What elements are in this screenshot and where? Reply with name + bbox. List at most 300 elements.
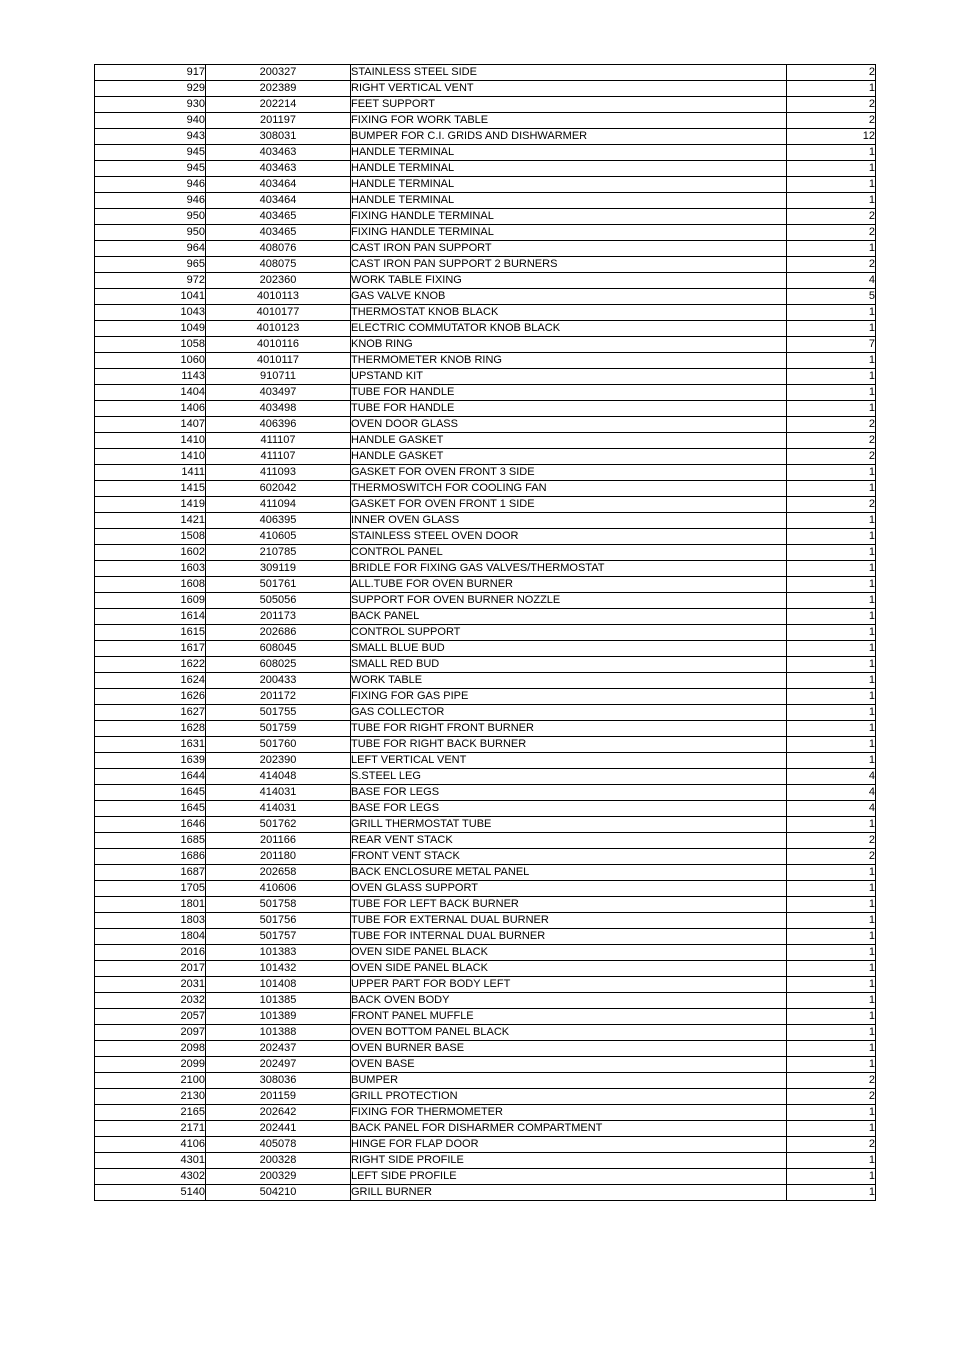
cell-part-number: 403465 — [206, 209, 351, 225]
cell-description: INNER OVEN GLASS — [351, 513, 787, 529]
cell-quantity: 4 — [787, 785, 876, 801]
cell-position: 1628 — [95, 721, 206, 737]
cell-quantity: 1 — [787, 865, 876, 881]
cell-part-number: 501756 — [206, 913, 351, 929]
cell-description: WORK TABLE FIXING — [351, 273, 787, 289]
cell-description: TUBE FOR RIGHT FRONT BURNER — [351, 721, 787, 737]
cell-description: OVEN GLASS SUPPORT — [351, 881, 787, 897]
cell-quantity: 1 — [787, 1057, 876, 1073]
cell-quantity: 1 — [787, 673, 876, 689]
cell-description: HINGE FOR FLAP DOOR — [351, 1137, 787, 1153]
cell-part-number: 201159 — [206, 1089, 351, 1105]
cell-part-number: 202497 — [206, 1057, 351, 1073]
cell-part-number: 505056 — [206, 593, 351, 609]
cell-position: 964 — [95, 241, 206, 257]
cell-description: CONTROL SUPPORT — [351, 625, 787, 641]
cell-part-number: 501760 — [206, 737, 351, 753]
cell-part-number: 602042 — [206, 481, 351, 497]
cell-quantity: 1 — [787, 993, 876, 1009]
cell-description: STAINLESS STEEL OVEN DOOR — [351, 529, 787, 545]
cell-quantity: 5 — [787, 289, 876, 305]
table-row — [95, 513, 876, 529]
cell-quantity: 1 — [787, 353, 876, 369]
cell-quantity: 1 — [787, 1121, 876, 1137]
table-row — [95, 673, 876, 689]
table-row — [95, 497, 876, 513]
table-row — [95, 721, 876, 737]
cell-part-number: 408075 — [206, 257, 351, 273]
table-row — [95, 145, 876, 161]
table-row — [95, 401, 876, 417]
table-row — [95, 545, 876, 561]
table-row — [95, 769, 876, 785]
cell-quantity: 1 — [787, 625, 876, 641]
cell-part-number: 414048 — [206, 769, 351, 785]
cell-position: 4302 — [95, 1169, 206, 1185]
cell-part-number: 504210 — [206, 1185, 351, 1201]
cell-quantity: 7 — [787, 337, 876, 353]
cell-quantity: 1 — [787, 145, 876, 161]
cell-quantity: 1 — [787, 81, 876, 97]
table-row — [95, 161, 876, 177]
cell-description: HANDLE TERMINAL — [351, 161, 787, 177]
cell-quantity: 1 — [787, 1105, 876, 1121]
cell-position: 1626 — [95, 689, 206, 705]
cell-position: 1627 — [95, 705, 206, 721]
cell-description: FIXING FOR WORK TABLE — [351, 113, 787, 129]
cell-description: TUBE FOR LEFT BACK BURNER — [351, 897, 787, 913]
cell-position: 929 — [95, 81, 206, 97]
cell-position: 1615 — [95, 625, 206, 641]
cell-quantity: 12 — [787, 129, 876, 145]
cell-quantity: 1 — [787, 545, 876, 561]
cell-quantity: 1 — [787, 657, 876, 673]
table-row — [95, 913, 876, 929]
cell-description: GRILL THERMOSTAT TUBE — [351, 817, 787, 833]
cell-position: 1639 — [95, 753, 206, 769]
cell-quantity: 1 — [787, 593, 876, 609]
cell-description: FRONT PANEL MUFFLE — [351, 1009, 787, 1025]
cell-position: 2165 — [95, 1105, 206, 1121]
cell-description: LEFT VERTICAL VENT — [351, 753, 787, 769]
cell-position: 950 — [95, 209, 206, 225]
cell-quantity: 1 — [787, 961, 876, 977]
cell-quantity: 1 — [787, 465, 876, 481]
cell-part-number: 406395 — [206, 513, 351, 529]
table-row — [95, 1057, 876, 1073]
cell-quantity: 1 — [787, 641, 876, 657]
table-row — [95, 305, 876, 321]
cell-position: 1803 — [95, 913, 206, 929]
cell-position: 943 — [95, 129, 206, 145]
table-row — [95, 1089, 876, 1105]
cell-description: BASE FOR LEGS — [351, 785, 787, 801]
cell-description: SUPPORT FOR OVEN BURNER NOZZLE — [351, 593, 787, 609]
cell-part-number: 608045 — [206, 641, 351, 657]
table-row — [95, 993, 876, 1009]
cell-position: 965 — [95, 257, 206, 273]
cell-position: 945 — [95, 161, 206, 177]
cell-part-number: 414031 — [206, 801, 351, 817]
cell-description: OVEN BASE — [351, 1057, 787, 1073]
cell-description: HANDLE GASKET — [351, 433, 787, 449]
table-row — [95, 1105, 876, 1121]
cell-part-number: 101385 — [206, 993, 351, 1009]
table-row — [95, 897, 876, 913]
cell-description: GRILL PROTECTION — [351, 1089, 787, 1105]
cell-description: SMALL RED BUD — [351, 657, 787, 673]
cell-description: BACK OVEN BODY — [351, 993, 787, 1009]
table-row — [95, 977, 876, 993]
cell-position: 1705 — [95, 881, 206, 897]
table-row — [95, 657, 876, 673]
cell-part-number: 201166 — [206, 833, 351, 849]
cell-position: 1060 — [95, 353, 206, 369]
table-row — [95, 865, 876, 881]
cell-description: HANDLE TERMINAL — [351, 177, 787, 193]
cell-description: SMALL BLUE BUD — [351, 641, 787, 657]
cell-description: HANDLE TERMINAL — [351, 145, 787, 161]
cell-part-number: 101383 — [206, 945, 351, 961]
table-row — [95, 817, 876, 833]
cell-position: 2017 — [95, 961, 206, 977]
cell-part-number: 501758 — [206, 897, 351, 913]
table-row — [95, 1153, 876, 1169]
cell-quantity: 1 — [787, 401, 876, 417]
cell-position: 1043 — [95, 305, 206, 321]
cell-part-number: 202437 — [206, 1041, 351, 1057]
cell-part-number: 4010177 — [206, 305, 351, 321]
cell-part-number: 403464 — [206, 177, 351, 193]
cell-part-number: 501761 — [206, 577, 351, 593]
cell-part-number: 202390 — [206, 753, 351, 769]
cell-part-number: 411094 — [206, 497, 351, 513]
cell-position: 1410 — [95, 449, 206, 465]
cell-quantity: 1 — [787, 977, 876, 993]
cell-description: THERMOMETER KNOB RING — [351, 353, 787, 369]
cell-part-number: 101432 — [206, 961, 351, 977]
cell-description: GRILL BURNER — [351, 1185, 787, 1201]
cell-description: FIXING HANDLE TERMINAL — [351, 209, 787, 225]
parts-table — [94, 64, 876, 1201]
table-row — [95, 193, 876, 209]
cell-part-number: 4010117 — [206, 353, 351, 369]
table-row — [95, 577, 876, 593]
cell-quantity: 1 — [787, 1153, 876, 1169]
cell-description: CAST IRON PAN SUPPORT 2 BURNERS — [351, 257, 787, 273]
cell-part-number: 309119 — [206, 561, 351, 577]
cell-part-number: 403463 — [206, 145, 351, 161]
cell-quantity: 2 — [787, 65, 876, 81]
cell-description: THERMOSWITCH FOR COOLING FAN — [351, 481, 787, 497]
cell-quantity: 1 — [787, 609, 876, 625]
cell-position: 1646 — [95, 817, 206, 833]
table-row — [95, 65, 876, 81]
cell-position: 946 — [95, 193, 206, 209]
table-row — [95, 625, 876, 641]
cell-position: 1614 — [95, 609, 206, 625]
cell-position: 2099 — [95, 1057, 206, 1073]
cell-quantity: 1 — [787, 1025, 876, 1041]
cell-quantity: 1 — [787, 177, 876, 193]
cell-position: 5140 — [95, 1185, 206, 1201]
table-row — [95, 529, 876, 545]
cell-position: 2100 — [95, 1073, 206, 1089]
table-row — [95, 753, 876, 769]
table-row — [95, 209, 876, 225]
cell-quantity: 1 — [787, 1041, 876, 1057]
cell-description: LEFT SIDE PROFILE — [351, 1169, 787, 1185]
cell-part-number: 501762 — [206, 817, 351, 833]
cell-position: 2032 — [95, 993, 206, 1009]
cell-part-number: 202658 — [206, 865, 351, 881]
cell-quantity: 1 — [787, 513, 876, 529]
cell-part-number: 200327 — [206, 65, 351, 81]
cell-position: 1644 — [95, 769, 206, 785]
cell-position: 4106 — [95, 1137, 206, 1153]
cell-quantity: 4 — [787, 769, 876, 785]
table-row — [95, 465, 876, 481]
cell-position: 1801 — [95, 897, 206, 913]
cell-description: HANDLE GASKET — [351, 449, 787, 465]
cell-quantity: 2 — [787, 257, 876, 273]
cell-part-number: 410606 — [206, 881, 351, 897]
cell-quantity: 1 — [787, 369, 876, 385]
cell-part-number: 501759 — [206, 721, 351, 737]
cell-quantity: 2 — [787, 497, 876, 513]
cell-position: 1415 — [95, 481, 206, 497]
cell-position: 1411 — [95, 465, 206, 481]
cell-description: BASE FOR LEGS — [351, 801, 787, 817]
cell-part-number: 501755 — [206, 705, 351, 721]
cell-position: 2098 — [95, 1041, 206, 1057]
cell-quantity: 2 — [787, 1089, 876, 1105]
cell-quantity: 1 — [787, 529, 876, 545]
cell-quantity: 1 — [787, 721, 876, 737]
cell-part-number: 202214 — [206, 97, 351, 113]
cell-position: 1602 — [95, 545, 206, 561]
cell-position: 1508 — [95, 529, 206, 545]
cell-description: BACK PANEL FOR DISHARMER COMPARTMENT — [351, 1121, 787, 1137]
cell-quantity: 4 — [787, 801, 876, 817]
cell-quantity: 2 — [787, 113, 876, 129]
cell-part-number: 202441 — [206, 1121, 351, 1137]
cell-position: 1622 — [95, 657, 206, 673]
cell-quantity: 2 — [787, 417, 876, 433]
cell-quantity: 2 — [787, 1073, 876, 1089]
cell-quantity: 2 — [787, 433, 876, 449]
table-row — [95, 593, 876, 609]
cell-part-number: 403465 — [206, 225, 351, 241]
cell-description: S.STEEL LEG — [351, 769, 787, 785]
cell-position: 972 — [95, 273, 206, 289]
table-row — [95, 1025, 876, 1041]
table-row — [95, 225, 876, 241]
cell-position: 946 — [95, 177, 206, 193]
cell-position: 1609 — [95, 593, 206, 609]
table-row — [95, 241, 876, 257]
cell-description: GASKET FOR OVEN FRONT 3 SIDE — [351, 465, 787, 481]
table-row — [95, 1137, 876, 1153]
cell-part-number: 4010123 — [206, 321, 351, 337]
cell-position: 1608 — [95, 577, 206, 593]
cell-description: OVEN SIDE PANEL BLACK — [351, 961, 787, 977]
cell-position: 1631 — [95, 737, 206, 753]
cell-part-number: 403498 — [206, 401, 351, 417]
cell-part-number: 405078 — [206, 1137, 351, 1153]
cell-quantity: 1 — [787, 881, 876, 897]
cell-quantity: 1 — [787, 737, 876, 753]
cell-description: WORK TABLE — [351, 673, 787, 689]
cell-position: 1686 — [95, 849, 206, 865]
cell-quantity: 2 — [787, 97, 876, 113]
cell-quantity: 2 — [787, 225, 876, 241]
cell-position: 2130 — [95, 1089, 206, 1105]
table-row — [95, 1073, 876, 1089]
cell-position: 950 — [95, 225, 206, 241]
table-row — [95, 353, 876, 369]
table-row — [95, 961, 876, 977]
cell-part-number: 201180 — [206, 849, 351, 865]
cell-position: 2016 — [95, 945, 206, 961]
table-row — [95, 257, 876, 273]
cell-part-number: 201172 — [206, 689, 351, 705]
cell-part-number: 201173 — [206, 609, 351, 625]
cell-part-number: 308036 — [206, 1073, 351, 1089]
cell-quantity: 1 — [787, 481, 876, 497]
cell-description: CAST IRON PAN SUPPORT — [351, 241, 787, 257]
cell-description: OVEN SIDE PANEL BLACK — [351, 945, 787, 961]
cell-part-number: 101388 — [206, 1025, 351, 1041]
cell-description: THERMOSTAT KNOB BLACK — [351, 305, 787, 321]
table-row — [95, 929, 876, 945]
cell-part-number: 403464 — [206, 193, 351, 209]
cell-description: BUMPER FOR C.I. GRIDS AND DISHWARMER — [351, 129, 787, 145]
cell-position: 1143 — [95, 369, 206, 385]
cell-quantity: 2 — [787, 849, 876, 865]
cell-part-number: 200433 — [206, 673, 351, 689]
table-row — [95, 561, 876, 577]
table-row — [95, 113, 876, 129]
cell-position: 1804 — [95, 929, 206, 945]
cell-part-number: 101389 — [206, 1009, 351, 1025]
cell-part-number: 202360 — [206, 273, 351, 289]
cell-quantity: 1 — [787, 897, 876, 913]
cell-description: OVEN DOOR GLASS — [351, 417, 787, 433]
cell-description: TUBE FOR HANDLE — [351, 385, 787, 401]
table-row — [95, 705, 876, 721]
cell-part-number: 308031 — [206, 129, 351, 145]
cell-position: 4301 — [95, 1153, 206, 1169]
table-row — [95, 385, 876, 401]
table-row — [95, 737, 876, 753]
cell-quantity: 1 — [787, 929, 876, 945]
cell-part-number: 411107 — [206, 449, 351, 465]
table-row — [95, 785, 876, 801]
cell-description: UPSTAND KIT — [351, 369, 787, 385]
cell-quantity: 1 — [787, 705, 876, 721]
cell-position: 1406 — [95, 401, 206, 417]
cell-description: UPPER PART FOR BODY LEFT — [351, 977, 787, 993]
cell-description: BRIDLE FOR FIXING GAS VALVES/THERMOSTAT — [351, 561, 787, 577]
table-row — [95, 641, 876, 657]
table-row — [95, 129, 876, 145]
cell-part-number: 403497 — [206, 385, 351, 401]
cell-quantity: 2 — [787, 833, 876, 849]
cell-quantity: 1 — [787, 753, 876, 769]
table-row — [95, 449, 876, 465]
cell-description: FIXING FOR THERMOMETER — [351, 1105, 787, 1121]
table-row — [95, 1185, 876, 1201]
cell-description: HANDLE TERMINAL — [351, 193, 787, 209]
table-row — [95, 321, 876, 337]
cell-description: FIXING HANDLE TERMINAL — [351, 225, 787, 241]
table-row — [95, 609, 876, 625]
table-row — [95, 433, 876, 449]
cell-position: 2097 — [95, 1025, 206, 1041]
cell-part-number: 403463 — [206, 161, 351, 177]
cell-position: 1687 — [95, 865, 206, 881]
table-row — [95, 1169, 876, 1185]
cell-quantity: 1 — [787, 1169, 876, 1185]
table-row — [95, 849, 876, 865]
cell-description: REAR VENT STACK — [351, 833, 787, 849]
cell-description: TUBE FOR HANDLE — [351, 401, 787, 417]
cell-quantity: 1 — [787, 689, 876, 705]
cell-quantity: 1 — [787, 945, 876, 961]
table-row — [95, 689, 876, 705]
cell-part-number: 410605 — [206, 529, 351, 545]
cell-position: 1685 — [95, 833, 206, 849]
cell-description: TUBE FOR EXTERNAL DUAL BURNER — [351, 913, 787, 929]
table-row — [95, 273, 876, 289]
cell-description: ELECTRIC COMMUTATOR KNOB BLACK — [351, 321, 787, 337]
cell-description: BACK PANEL — [351, 609, 787, 625]
cell-position: 1617 — [95, 641, 206, 657]
cell-position: 1645 — [95, 801, 206, 817]
cell-quantity: 4 — [787, 273, 876, 289]
cell-position: 1624 — [95, 673, 206, 689]
cell-part-number: 408076 — [206, 241, 351, 257]
cell-part-number: 202389 — [206, 81, 351, 97]
cell-position: 2031 — [95, 977, 206, 993]
cell-description: GASKET FOR OVEN FRONT 1 SIDE — [351, 497, 787, 513]
cell-description: STAINLESS STEEL SIDE — [351, 65, 787, 81]
table-row — [95, 337, 876, 353]
cell-description: GAS VALVE KNOB — [351, 289, 787, 305]
cell-quantity: 1 — [787, 561, 876, 577]
table-row — [95, 881, 876, 897]
table-row — [95, 1121, 876, 1137]
cell-quantity: 1 — [787, 1185, 876, 1201]
cell-quantity: 1 — [787, 1009, 876, 1025]
cell-quantity: 2 — [787, 1137, 876, 1153]
cell-part-number: 4010116 — [206, 337, 351, 353]
table-row — [95, 945, 876, 961]
cell-position: 1645 — [95, 785, 206, 801]
parts-table-body — [95, 65, 876, 1201]
cell-quantity: 1 — [787, 305, 876, 321]
cell-part-number: 406396 — [206, 417, 351, 433]
table-row — [95, 97, 876, 113]
cell-part-number: 608025 — [206, 657, 351, 673]
cell-part-number: 4010113 — [206, 289, 351, 305]
table-row — [95, 417, 876, 433]
cell-position: 2057 — [95, 1009, 206, 1025]
table-row — [95, 801, 876, 817]
cell-position: 1407 — [95, 417, 206, 433]
cell-part-number: 501757 — [206, 929, 351, 945]
